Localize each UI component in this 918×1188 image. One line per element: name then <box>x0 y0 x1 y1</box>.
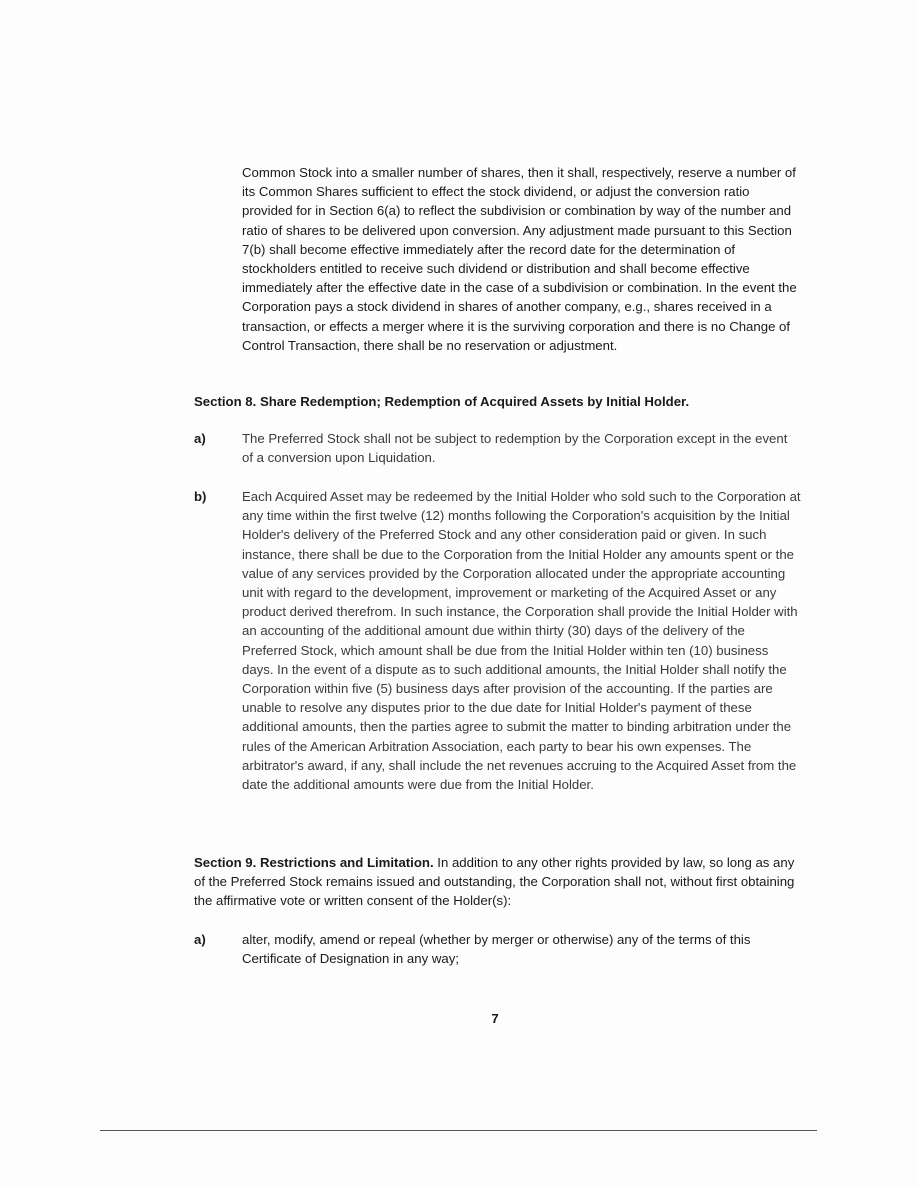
section-8-item-a-label: a) <box>194 431 206 446</box>
section-9-item-a-text: alter, modify, amend or repeal (whether by merger or otherwise) any of the terms of this Certificate of Designation in any way; <box>242 932 751 967</box>
section-8-item-b-text: Each Acquired Asset may be redeemed by the Initial Holder who sold such to the Corporation at any time within the first twelve (12) months following the Corporation's acquisition by the Initial Holder's delivery of the Preferred Stock and any other consideration paid or given. In such instance, there shall be due to the Corporation from the Initial Holder any amounts spent or the value of any services provided by the Corporation allocated under the appropriate accounting unit with regard to the development, improvement or marketing of the Acquired Asset or any product derived therefrom. In such instance, the Corporation shall provide the Initial Holder with an accounting of the additional amount due within thirty (30) days of the delivery of the Preferred Stock, which amount shall be due from the Initial Holder within ten (10) business days. In the event of a dispute as to such additional amounts, the Initial Holder shall notify the Corporation within five (5) business days after provision of the accounting. If the parties are unable to resolve any disputes prior to the due date for Initial Holder's payment of these additional amounts, then the parties agree to submit the matter to binding arbitration under the rules of the American Arbitration Association, each party to bear his own expenses. The arbitrator's award, if any, shall include the net revenues accruing to the Acquired Asset from the date the additional amounts were due from the Initial Holder. <box>242 489 801 793</box>
section-9-item-a-label: a) <box>194 932 206 947</box>
section-8-heading: Section 8. Share Redemption; Redemption of Acquired Assets by Initial Holder. <box>194 394 690 409</box>
continuation-paragraph: Common Stock into a smaller number of shares, then it shall, respectively, reserve a number of its Common Shares sufficient to effect the stock dividend, or adjust the conversion ratio provided for in Section 6(a) to reflect the subdivision or combination by way of the number and ratio of shares to be delivered upon conversion. Any adjustment made pursuant to this Section 7(b) shall become effective immediately after the record date for the determination of stockholders entitled to receive such dividend or distribution and shall become effective immediately after the effective date in the case of a subdivision or combination. In the event the Corporation pays a stock dividend in shares of another company, e.g., shares received in a transaction, or effects a merger where it is the surviving corporation and there is no Change of Control Transaction, there shall be no reservation or adjustment. <box>242 165 797 353</box>
section-8-item-b-label: b) <box>194 489 207 504</box>
section-9-paragraph <box>194 853 806 911</box>
footer-rule <box>100 1130 817 1131</box>
section-8-item-a-text: The Preferred Stock shall not be subject to redemption by the Corporation except in the event of a conversion upon Liquidation. <box>242 431 788 466</box>
section-9-heading: Section 9. Restrictions and Limitation. <box>194 855 434 870</box>
page-number: 7 <box>491 1011 499 1026</box>
section-9-text: In addition to any other rights provided by law, so long as any of the Preferred Stock remains issued and outstanding, the Corporation shall not, without first obtaining the affirmative vote or written consent of the Holder(s): <box>194 855 795 909</box>
